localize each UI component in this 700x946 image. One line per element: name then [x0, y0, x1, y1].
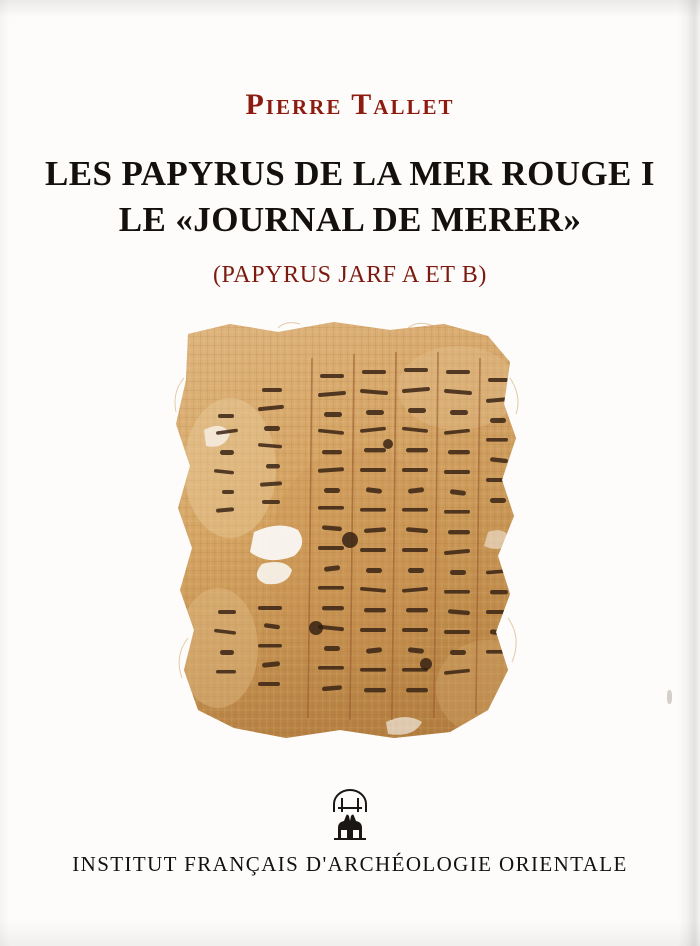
- title-line-1: LES PAPYRUS DE LA MER ROUGE I: [45, 154, 655, 193]
- book-title: [0, 152, 700, 244]
- papyrus-photograph: [158, 318, 548, 748]
- page-edge-top-shadow: [0, 0, 700, 18]
- page-edge-bottom-shadow: [0, 920, 700, 946]
- author-name: Pierre Tallet: [245, 88, 455, 121]
- papyrus-fragment-image: [158, 318, 548, 748]
- book-subtitle: (PAPYRUS JARF A ET B): [212, 262, 488, 288]
- title-line-2: LE «JOURNAL DE MERER»: [118, 200, 582, 239]
- publisher-logo: [0, 786, 700, 847]
- scan-artifact-mark: [667, 690, 672, 704]
- publisher-name: INSTITUT FRANÇAIS D'ARCHÉOLOGIE ORIENTALE: [72, 852, 628, 876]
- ifao-sphinx-logo-icon: [308, 786, 392, 842]
